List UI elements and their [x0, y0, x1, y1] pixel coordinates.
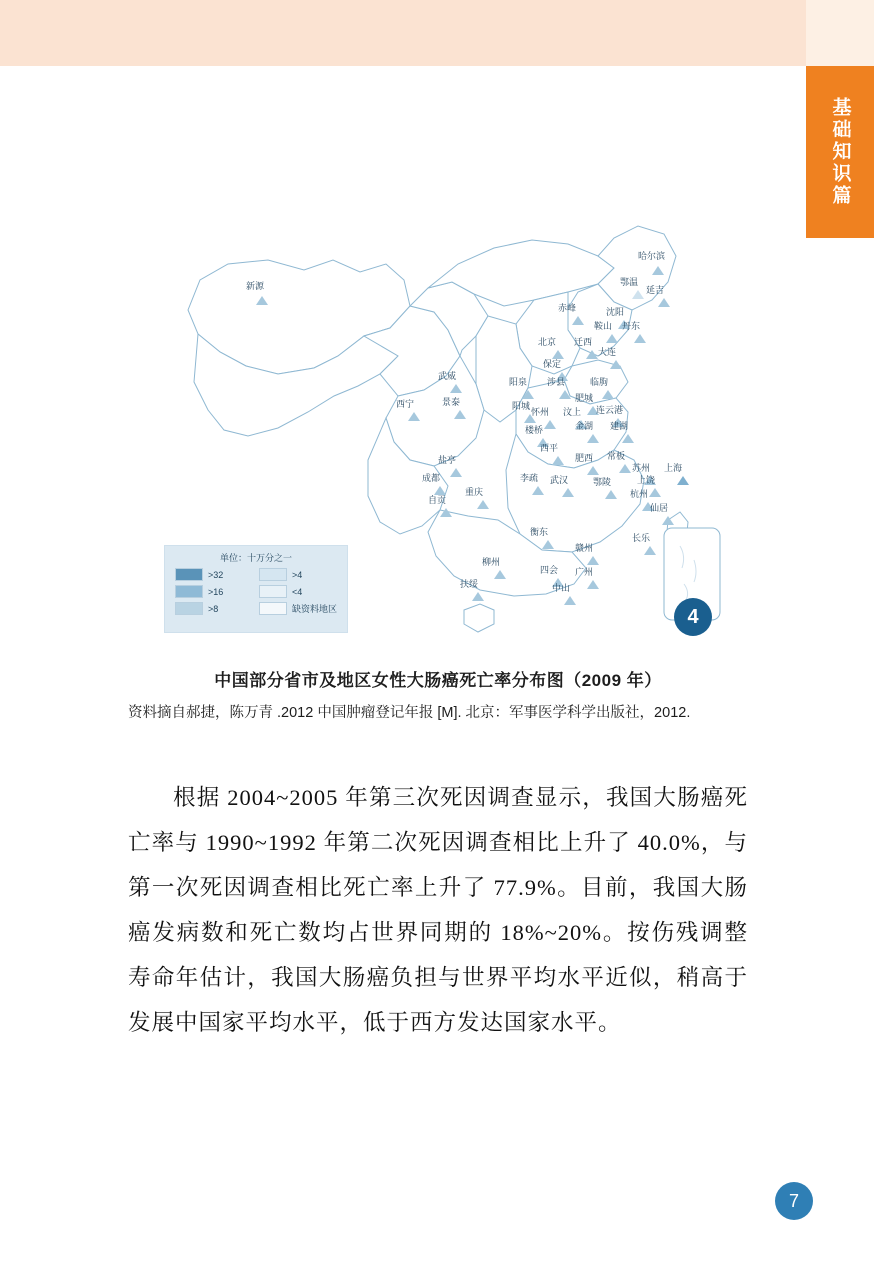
- map-marker: [477, 500, 489, 509]
- map-city-label: 成都: [422, 473, 441, 483]
- map-city-label: 鞍山: [594, 321, 613, 331]
- map-marker: [658, 298, 670, 307]
- map-city-label: 西平: [540, 443, 559, 453]
- map-city-label: 广州: [575, 567, 594, 577]
- map-marker: [587, 556, 599, 565]
- legend-item: [175, 568, 253, 581]
- map-city-label: 扶绥: [460, 579, 479, 589]
- map-city-label: 西宁: [396, 399, 415, 409]
- map-city-label: 肥城: [575, 393, 594, 403]
- legend-item: [259, 585, 337, 598]
- map-city-label: 阳泉: [509, 377, 528, 387]
- legend-label: >8: [208, 603, 219, 614]
- map-marker: [494, 570, 506, 579]
- legend-swatch: [259, 568, 287, 581]
- map-city-label: 赣州: [575, 543, 594, 553]
- map-city-label: 丹东: [622, 321, 641, 331]
- map-city-label: 哈尔滨: [638, 251, 666, 261]
- map-marker: [644, 546, 656, 555]
- legend-item: [175, 585, 253, 598]
- map-marker: [632, 290, 644, 299]
- body-paragraph: 根据 2004~2005 年第三次死因调查显示，我国大肠癌死亡率与 1990~1992 年第二次死因调查相比上升了 40.0%，与第一次死因调查相比死亡率上升了 77.9%。目前，我国大肠癌发病数和死亡数均占世界同期的 18%~20%。按伤残调整寿命年估计，我国大肠癌负担与世界平均水平近似，稍高于发展中国家平均水平，低于西方发达国家水平。: [128, 785, 748, 1035]
- map-city-label: 自贡: [428, 495, 447, 505]
- map-marker: [602, 390, 614, 399]
- map-marker: [522, 390, 534, 399]
- legend-swatch: [175, 568, 203, 581]
- map-city-label: 武威: [438, 371, 457, 381]
- map-city-label: 长乐: [632, 533, 651, 543]
- map-marker: [472, 592, 484, 601]
- map-marker: [450, 468, 462, 477]
- map-city-label: 延吉: [646, 285, 665, 295]
- map-marker: [408, 412, 420, 421]
- map-marker: [662, 516, 674, 525]
- map-city-label: 杭州: [630, 489, 649, 499]
- map-marker: [572, 316, 584, 325]
- map-marker: [552, 350, 564, 359]
- figure-source: 资料摘自郝捷，陈万青 .2012 中国肿瘤登记年报 [M]. 北京：军事医学科学出版社，2012.: [128, 705, 691, 721]
- map-city-label: 上海: [664, 463, 683, 473]
- map-city-label: 柳州: [482, 557, 501, 567]
- map-marker: [559, 390, 571, 399]
- page-number: 7: [775, 1182, 813, 1220]
- map-marker: [634, 334, 646, 343]
- map-city-label: 中山: [552, 583, 571, 593]
- section-tab-label: 基础知识篇: [829, 97, 851, 207]
- map-city-label: 重庆: [465, 487, 484, 497]
- map-city-label: 保定: [543, 359, 562, 369]
- legend-label: >32: [208, 569, 224, 580]
- legend-swatch: [259, 602, 287, 615]
- legend-label: <4: [292, 586, 303, 597]
- legend-swatch: [175, 585, 203, 598]
- legend-label: >16: [208, 586, 224, 597]
- map-city-label: 新源: [246, 281, 265, 291]
- legend-label: >4: [292, 569, 303, 580]
- map-marker: [610, 360, 622, 369]
- figure-number-badge: 4: [674, 598, 712, 636]
- legend-swatch: [175, 602, 203, 615]
- map-marker: [619, 464, 631, 473]
- map-marker: [622, 434, 634, 443]
- map-marker: [440, 508, 452, 517]
- top-decorative-band-right: [806, 0, 874, 66]
- map-city-label: 阳城: [512, 401, 531, 411]
- map-city-label: 汶上: [563, 407, 582, 417]
- map-marker: [587, 466, 599, 475]
- map-city-label: 沈阳: [606, 307, 625, 317]
- map-marker: [434, 486, 446, 495]
- figure-map: [128, 160, 748, 660]
- map-city-label: 迁西: [574, 337, 593, 347]
- map-city-label: 上饶: [637, 475, 656, 485]
- map-marker: [562, 488, 574, 497]
- map-city-label: 建湖: [610, 421, 629, 431]
- map-city-label: 涉县: [547, 377, 566, 387]
- map-city-label: 怀州: [531, 407, 550, 417]
- map-marker: [256, 296, 268, 305]
- map-marker: [605, 490, 617, 499]
- map-city-label: 北京: [538, 337, 557, 347]
- legend-title: 单位：十万分之一: [219, 553, 292, 563]
- map-city-label: 鄂陵: [593, 477, 612, 487]
- map-city-label: 景泰: [442, 397, 461, 407]
- map-city-label: 李疏: [520, 473, 539, 483]
- map-marker: [606, 334, 618, 343]
- figure-caption: 中国部分省市及地区女性大肠癌死亡率分布图（2009 年）: [214, 671, 662, 690]
- map-marker: [532, 486, 544, 495]
- section-tab: [806, 66, 874, 238]
- map-city-label: 仙居: [650, 503, 669, 513]
- map-city-label: 大连: [598, 347, 617, 357]
- map-marker: [542, 540, 554, 549]
- map-city-label: 衡东: [530, 527, 549, 537]
- map-city-label: 连云港: [596, 405, 624, 415]
- map-city-label: 肥西: [575, 453, 594, 463]
- map-marker: [552, 456, 564, 465]
- map-marker: [649, 488, 661, 497]
- map-marker: [564, 596, 576, 605]
- map-city-label: 武汉: [550, 475, 569, 485]
- legend-item: [175, 602, 253, 615]
- map-city-label: 常板: [607, 451, 626, 461]
- map-marker: [652, 266, 664, 275]
- map-city-label: 赤峰: [558, 303, 577, 313]
- map-legend: [164, 545, 348, 633]
- map-city-label: 四会: [540, 565, 559, 575]
- top-decorative-band: [0, 0, 806, 66]
- map-city-label: 鄂温: [620, 277, 639, 287]
- legend-item: [259, 568, 337, 581]
- map-city-label: 金湖: [575, 421, 594, 431]
- map-city-label: 盐亭: [438, 455, 457, 465]
- map-marker: [587, 434, 599, 443]
- legend-swatch: [259, 585, 287, 598]
- map-marker: [450, 384, 462, 393]
- map-city-label: 苏州: [632, 463, 651, 473]
- map-city-label: 临朐: [590, 377, 609, 387]
- map-marker: [587, 580, 599, 589]
- legend-item: [259, 602, 337, 615]
- map-marker: [544, 420, 556, 429]
- legend-label: 缺资料地区: [292, 604, 338, 614]
- map-marker: [586, 350, 598, 359]
- map-city-label: 楼桥: [525, 425, 544, 435]
- map-marker: [677, 476, 689, 485]
- map-marker: [454, 410, 466, 419]
